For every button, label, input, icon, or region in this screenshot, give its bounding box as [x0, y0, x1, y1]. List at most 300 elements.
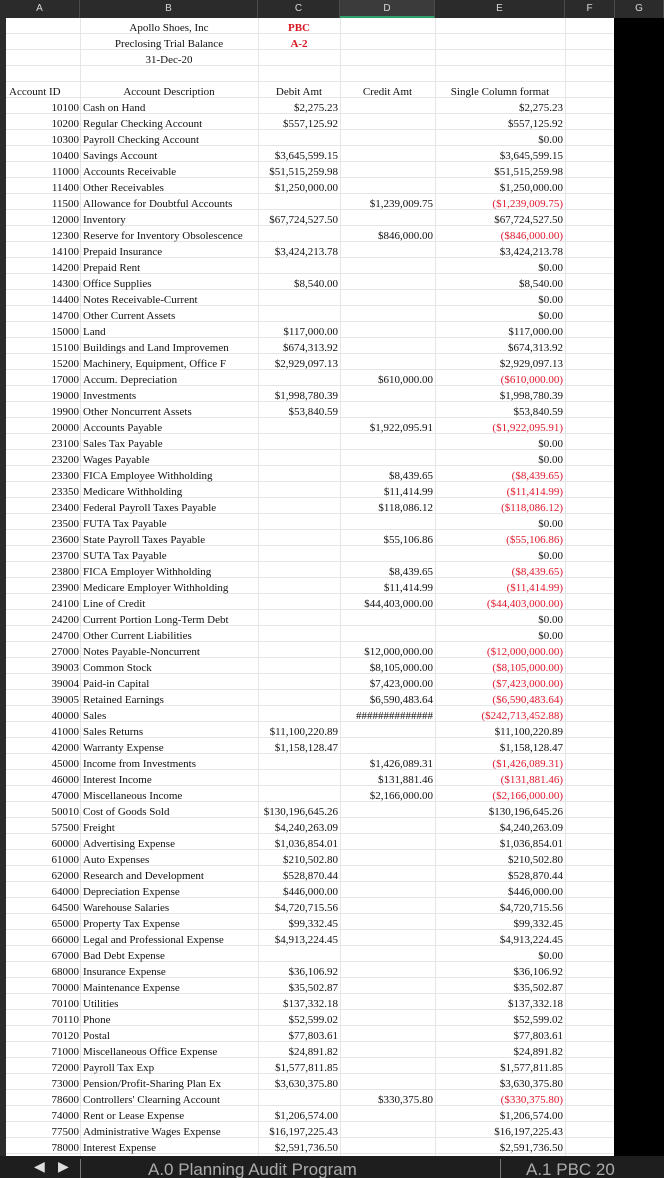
- credit-amount-cell[interactable]: [340, 740, 433, 756]
- account-description-cell[interactable]: Miscellaneous Income: [83, 790, 183, 802]
- single-column-cell[interactable]: $0.00: [538, 550, 563, 562]
- debit-amount-cell[interactable]: $53,840.59: [288, 406, 338, 418]
- account-description-cell[interactable]: Bad Debt Expense: [83, 950, 165, 962]
- single-column-cell[interactable]: $117,000.00: [508, 326, 563, 338]
- single-column-cell[interactable]: $0.00: [538, 950, 563, 962]
- credit-amount-cell[interactable]: $330,375.80: [378, 1094, 433, 1106]
- single-column-cell[interactable]: $137,332.18: [508, 998, 563, 1010]
- credit-amount-cell[interactable]: $1,426,089.31: [369, 758, 433, 770]
- account-description-cell[interactable]: Warranty Expense: [83, 742, 164, 754]
- account-id-cell[interactable]: 72000: [51, 1062, 79, 1074]
- account-id-cell[interactable]: 64500: [51, 902, 79, 914]
- account-description-cell[interactable]: Interest Income: [83, 774, 152, 786]
- debit-amount-cell[interactable]: [258, 692, 338, 708]
- header-single-column[interactable]: Single Column format: [450, 86, 550, 98]
- account-description-cell[interactable]: Sales Tax Payable: [83, 438, 163, 450]
- credit-amount-cell[interactable]: [340, 980, 433, 996]
- account-description-cell[interactable]: Freight: [83, 822, 115, 834]
- account-id-cell[interactable]: 15200: [51, 358, 79, 370]
- account-description-cell[interactable]: Medicare Withholding: [83, 486, 183, 498]
- debit-amount-cell[interactable]: $210,502.80: [283, 854, 338, 866]
- debit-amount-cell[interactable]: [258, 756, 338, 772]
- credit-amount-cell[interactable]: [340, 628, 433, 644]
- single-column-cell[interactable]: ($118,086.12): [501, 502, 563, 514]
- account-id-cell[interactable]: 23700: [51, 550, 79, 562]
- account-id-cell[interactable]: 23350: [51, 486, 79, 498]
- account-description-cell[interactable]: Depreciation Expense: [83, 886, 180, 898]
- credit-amount-cell[interactable]: $131,881.46: [378, 774, 433, 786]
- account-id-cell[interactable]: 23400: [51, 502, 79, 514]
- account-id-cell[interactable]: 19000: [51, 390, 79, 402]
- account-description-cell[interactable]: Current Portion Long-Term Debt: [83, 614, 229, 626]
- account-id-cell[interactable]: 65000: [51, 918, 79, 930]
- next-sheet-icon[interactable]: ▶: [58, 1158, 69, 1174]
- account-id-cell[interactable]: 15000: [51, 326, 79, 338]
- debit-amount-cell[interactable]: $1,998,780.39: [274, 390, 338, 402]
- single-column-cell[interactable]: $8,540.00: [519, 278, 563, 290]
- single-column-cell[interactable]: $53,840.59: [513, 406, 563, 418]
- company-name[interactable]: Apollo Shoes, Inc: [129, 22, 209, 34]
- account-description-cell[interactable]: Insurance Expense: [83, 966, 166, 978]
- account-id-cell[interactable]: 39004: [51, 678, 79, 690]
- single-column-cell[interactable]: $52,599.02: [513, 1014, 563, 1026]
- single-column-cell[interactable]: $36,106.92: [513, 966, 563, 978]
- debit-amount-cell[interactable]: $36,106.92: [288, 966, 338, 978]
- credit-amount-cell[interactable]: $8,439.65: [389, 566, 433, 578]
- account-description-cell[interactable]: Auto Expenses: [83, 854, 150, 866]
- single-column-cell[interactable]: $1,998,780.39: [499, 390, 563, 402]
- account-description-cell[interactable]: Miscellaneous Office Expense: [83, 1046, 218, 1058]
- debit-amount-cell[interactable]: $117,000.00: [283, 326, 338, 338]
- account-description-cell[interactable]: Legal and Professional Expense: [83, 934, 224, 946]
- account-description-cell[interactable]: Pension/Profit-Sharing Plan Ex: [83, 1078, 222, 1090]
- credit-amount-cell[interactable]: $118,086.12: [378, 502, 433, 514]
- account-id-cell[interactable]: 23800: [51, 566, 79, 578]
- credit-amount-cell[interactable]: [340, 548, 433, 564]
- account-description-cell[interactable]: Other Receivables: [83, 182, 164, 194]
- account-id-cell[interactable]: 10100: [51, 102, 79, 114]
- debit-amount-cell[interactable]: $67,724,527.50: [269, 214, 338, 226]
- single-column-cell[interactable]: ($8,439.65): [511, 566, 563, 578]
- single-column-cell[interactable]: $0.00: [538, 134, 563, 146]
- credit-amount-cell[interactable]: [340, 804, 433, 820]
- column-header-d[interactable]: D: [340, 0, 435, 18]
- debit-amount-cell[interactable]: $4,913,224.45: [274, 934, 338, 946]
- single-column-cell[interactable]: ($2,166,000.00): [492, 790, 563, 802]
- debit-amount-cell[interactable]: [258, 644, 338, 660]
- debit-amount-cell[interactable]: [258, 1092, 338, 1108]
- account-description-cell[interactable]: Prepaid Rent: [83, 262, 141, 274]
- account-id-cell[interactable]: 24200: [51, 614, 79, 626]
- credit-amount-cell[interactable]: [340, 932, 433, 948]
- account-id-cell[interactable]: 60000: [51, 838, 79, 850]
- credit-amount-cell[interactable]: [340, 1140, 433, 1156]
- credit-amount-cell[interactable]: [340, 964, 433, 980]
- account-description-cell[interactable]: Regular Checking Account: [83, 118, 203, 130]
- debit-amount-cell[interactable]: [258, 132, 338, 148]
- account-description-cell[interactable]: Utilities: [83, 998, 119, 1010]
- credit-amount-cell[interactable]: [340, 164, 433, 180]
- credit-amount-cell[interactable]: [340, 724, 433, 740]
- account-description-cell[interactable]: FUTA Tax Payable: [83, 518, 167, 530]
- debit-amount-cell[interactable]: $77,803.61: [288, 1030, 338, 1042]
- account-description-cell[interactable]: Reserve for Inventory Obsolescence: [83, 230, 243, 242]
- account-description-cell[interactable]: Accum. Depreciation: [83, 374, 178, 386]
- debit-amount-cell[interactable]: $2,591,736.50: [274, 1142, 338, 1154]
- account-description-cell[interactable]: Notes Receivable-Current: [83, 294, 198, 306]
- debit-amount-cell[interactable]: [258, 772, 338, 788]
- single-column-cell[interactable]: ($55,106.86): [506, 534, 563, 546]
- account-id-cell[interactable]: 46000: [51, 774, 79, 786]
- single-column-cell[interactable]: $1,577,811.85: [500, 1062, 563, 1074]
- credit-amount-cell[interactable]: [340, 180, 433, 196]
- account-id-cell[interactable]: 57500: [51, 822, 79, 834]
- debit-amount-cell[interactable]: [258, 564, 338, 580]
- account-id-cell[interactable]: 19900: [51, 406, 79, 418]
- account-id-cell[interactable]: 12000: [51, 214, 79, 226]
- account-id-cell[interactable]: 11400: [51, 182, 79, 194]
- account-id-cell[interactable]: 15100: [51, 342, 79, 354]
- debit-amount-cell[interactable]: $3,645,599.15: [274, 150, 338, 162]
- credit-amount-cell[interactable]: [340, 948, 433, 964]
- debit-amount-cell[interactable]: $1,036,854.01: [274, 838, 338, 850]
- credit-amount-cell[interactable]: [340, 212, 433, 228]
- credit-amount-cell[interactable]: $1,239,009.75: [369, 198, 433, 210]
- account-description-cell[interactable]: Paid-in Capital: [83, 678, 150, 690]
- debit-amount-cell[interactable]: [258, 452, 338, 468]
- debit-amount-cell[interactable]: $24,891.82: [288, 1046, 338, 1058]
- debit-amount-cell[interactable]: [258, 660, 338, 676]
- credit-amount-cell[interactable]: [340, 356, 433, 372]
- account-id-cell[interactable]: 27000: [51, 646, 79, 658]
- account-description-cell[interactable]: FICA Employer Withholding: [83, 566, 212, 578]
- single-column-cell[interactable]: $16,197,225.43: [494, 1126, 563, 1138]
- single-column-cell[interactable]: $210,502.80: [508, 854, 563, 866]
- single-column-cell[interactable]: $11,100,220.89: [494, 726, 563, 738]
- credit-amount-cell[interactable]: [340, 1012, 433, 1028]
- account-id-cell[interactable]: 64000: [51, 886, 79, 898]
- credit-amount-cell[interactable]: $1,922,095.91: [369, 422, 433, 434]
- debit-amount-cell[interactable]: $2,929,097.13: [274, 358, 338, 370]
- debit-amount-cell[interactable]: $130,196,645.26: [263, 806, 338, 818]
- account-description-cell[interactable]: Payroll Checking Account: [83, 134, 200, 146]
- credit-amount-cell[interactable]: [340, 820, 433, 836]
- single-column-cell[interactable]: ($11,414.99): [506, 582, 563, 594]
- account-description-cell[interactable]: Inventory: [83, 214, 126, 226]
- account-description-cell[interactable]: Controllers' Clearning Account: [83, 1094, 221, 1106]
- account-description-cell[interactable]: Other Noncurrent Assets: [83, 406, 192, 418]
- debit-amount-cell[interactable]: [258, 596, 338, 612]
- credit-amount-cell[interactable]: [340, 308, 433, 324]
- single-column-cell[interactable]: $1,206,574.00: [499, 1110, 563, 1122]
- credit-amount-cell[interactable]: $846,000.00: [378, 230, 433, 242]
- account-description-cell[interactable]: Notes Payable-Noncurrent: [83, 646, 200, 658]
- credit-amount-cell[interactable]: $44,403,000.00: [364, 598, 433, 610]
- debit-amount-cell[interactable]: $99,332.45: [288, 918, 338, 930]
- debit-amount-cell[interactable]: [258, 196, 338, 212]
- single-column-cell[interactable]: $0.00: [538, 438, 563, 450]
- single-column-cell[interactable]: $1,250,000.00: [499, 182, 563, 194]
- single-column-cell[interactable]: $2,591,736.50: [499, 1142, 563, 1154]
- debit-amount-cell[interactable]: [258, 628, 338, 644]
- single-column-cell[interactable]: $674,313.92: [508, 342, 563, 354]
- debit-amount-cell[interactable]: [258, 228, 338, 244]
- single-column-cell[interactable]: $99,332.45: [513, 918, 563, 930]
- credit-amount-cell[interactable]: [340, 1076, 433, 1092]
- debit-amount-cell[interactable]: $3,424,213.78: [274, 246, 338, 258]
- account-id-cell[interactable]: 24700: [51, 630, 79, 642]
- account-id-cell[interactable]: 50010: [51, 806, 79, 818]
- header-account-id[interactable]: Account ID: [9, 86, 61, 98]
- debit-amount-cell[interactable]: $674,313.92: [283, 342, 338, 354]
- debit-amount-cell[interactable]: $1,206,574.00: [274, 1110, 338, 1122]
- debit-amount-cell[interactable]: [258, 532, 338, 548]
- account-description-cell[interactable]: Income from Investments: [83, 758, 197, 770]
- credit-amount-cell[interactable]: [340, 836, 433, 852]
- pbc-label[interactable]: PBC: [288, 22, 310, 34]
- account-description-cell[interactable]: State Payroll Taxes Payable: [83, 534, 206, 546]
- account-id-cell[interactable]: 23900: [51, 582, 79, 594]
- column-header-g[interactable]: G: [615, 0, 664, 18]
- debit-amount-cell[interactable]: $137,332.18: [283, 998, 338, 1010]
- single-column-cell[interactable]: $24,891.82: [513, 1046, 563, 1058]
- credit-amount-cell[interactable]: [340, 996, 433, 1012]
- account-description-cell[interactable]: Prepaid Insurance: [83, 246, 163, 258]
- credit-amount-cell[interactable]: $8,105,000.00: [369, 662, 433, 674]
- account-id-cell[interactable]: 45000: [51, 758, 79, 770]
- account-id-cell[interactable]: 66000: [51, 934, 79, 946]
- account-description-cell[interactable]: Administrative Wages Expense: [83, 1126, 221, 1138]
- account-description-cell[interactable]: Cash on Hand: [83, 102, 146, 114]
- account-description-cell[interactable]: SUTA Tax Payable: [83, 550, 167, 562]
- single-column-cell[interactable]: $0.00: [538, 294, 563, 306]
- column-header-f[interactable]: F: [565, 0, 615, 18]
- account-id-cell[interactable]: 70110: [51, 1014, 79, 1026]
- debit-amount-cell[interactable]: [258, 580, 338, 596]
- credit-amount-cell[interactable]: $12,000,000.00: [364, 646, 433, 658]
- account-id-cell[interactable]: 14400: [51, 294, 79, 306]
- debit-amount-cell[interactable]: [258, 788, 338, 804]
- account-id-cell[interactable]: 10400: [51, 150, 79, 162]
- credit-amount-cell[interactable]: ##############: [356, 710, 433, 722]
- account-id-cell[interactable]: 14200: [51, 262, 79, 274]
- debit-amount-cell[interactable]: [258, 612, 338, 628]
- account-description-cell[interactable]: Warehouse Salaries: [83, 902, 170, 914]
- credit-amount-cell[interactable]: $6,590,483.64: [369, 694, 433, 706]
- account-description-cell[interactable]: Accounts Receivable: [83, 166, 177, 178]
- credit-amount-cell[interactable]: $11,414.99: [383, 582, 433, 594]
- credit-amount-cell[interactable]: [340, 852, 433, 868]
- account-description-cell[interactable]: Medicare Employer Withholding: [83, 582, 229, 594]
- credit-amount-cell[interactable]: [340, 1124, 433, 1140]
- debit-amount-cell[interactable]: [258, 500, 338, 516]
- debit-amount-cell[interactable]: [258, 708, 338, 724]
- account-id-cell[interactable]: 40000: [51, 710, 79, 722]
- account-id-cell[interactable]: 41000: [51, 726, 79, 738]
- account-id-cell[interactable]: 23100: [51, 438, 79, 450]
- single-column-cell[interactable]: $67,724,527.50: [494, 214, 563, 226]
- credit-amount-cell[interactable]: [340, 324, 433, 340]
- single-column-cell[interactable]: ($8,439.65): [511, 470, 563, 482]
- single-column-cell[interactable]: $4,240,263.09: [499, 822, 563, 834]
- account-description-cell[interactable]: Rent or Lease Expense: [83, 1110, 185, 1122]
- account-id-cell[interactable]: 10300: [51, 134, 79, 146]
- debit-amount-cell[interactable]: [258, 420, 338, 436]
- debit-amount-cell[interactable]: [258, 260, 338, 276]
- single-column-cell[interactable]: $2,275.23: [519, 102, 563, 114]
- account-id-cell[interactable]: 23300: [51, 470, 79, 482]
- header-credit-amt[interactable]: Credit Amt: [362, 86, 413, 98]
- single-column-cell[interactable]: ($6,590,483.64): [492, 694, 563, 706]
- single-column-cell[interactable]: ($610,000.00): [500, 374, 563, 386]
- credit-amount-cell[interactable]: [340, 340, 433, 356]
- account-id-cell[interactable]: 12300: [51, 230, 79, 242]
- debit-amount-cell[interactable]: [258, 308, 338, 324]
- single-column-cell[interactable]: $3,645,599.15: [499, 150, 563, 162]
- account-id-cell[interactable]: 70100: [51, 998, 79, 1010]
- debit-amount-cell[interactable]: $51,515,259.98: [269, 166, 338, 178]
- credit-amount-cell[interactable]: [340, 116, 433, 132]
- account-description-cell[interactable]: Research and Development: [83, 870, 204, 882]
- account-description-cell[interactable]: Payroll Tax Exp: [83, 1062, 155, 1074]
- debit-amount-cell[interactable]: $446,000.00: [283, 886, 338, 898]
- single-column-cell[interactable]: $0.00: [538, 262, 563, 274]
- header-account-description[interactable]: Account Description: [123, 86, 215, 98]
- column-header-c[interactable]: C: [258, 0, 340, 18]
- single-column-cell[interactable]: ($44,403,000.00): [486, 598, 563, 610]
- account-description-cell[interactable]: Interest Expense: [83, 1142, 156, 1154]
- single-column-cell[interactable]: ($330,375.80): [500, 1094, 563, 1106]
- single-column-cell[interactable]: ($12,000,000.00): [486, 646, 563, 658]
- account-id-cell[interactable]: 67000: [51, 950, 79, 962]
- debit-amount-cell[interactable]: $8,540.00: [294, 278, 338, 290]
- debit-amount-cell[interactable]: $1,250,000.00: [274, 182, 338, 194]
- debit-amount-cell[interactable]: $11,100,220.89: [269, 726, 338, 738]
- debit-amount-cell[interactable]: [258, 548, 338, 564]
- credit-amount-cell[interactable]: [340, 1060, 433, 1076]
- sheet-tab-planning-audit-program[interactable]: A.0 Planning Audit Program: [148, 1160, 357, 1178]
- single-column-cell[interactable]: ($11,414.99): [506, 486, 563, 498]
- single-column-cell[interactable]: $0.00: [538, 310, 563, 322]
- account-id-cell[interactable]: 47000: [51, 790, 79, 802]
- credit-amount-cell[interactable]: [340, 900, 433, 916]
- single-column-cell[interactable]: ($242,713,452.88): [481, 710, 563, 722]
- single-column-cell[interactable]: $4,720,715.56: [499, 902, 563, 914]
- account-description-cell[interactable]: Wages Payable: [83, 454, 150, 466]
- debit-amount-cell[interactable]: [258, 292, 338, 308]
- account-id-cell[interactable]: 77500: [51, 1126, 79, 1138]
- account-id-cell[interactable]: 24100: [51, 598, 79, 610]
- account-description-cell[interactable]: Machinery, Equipment, Office F: [83, 358, 226, 370]
- single-column-cell[interactable]: $4,913,224.45: [499, 934, 563, 946]
- column-header-a[interactable]: A: [0, 0, 80, 18]
- account-id-cell[interactable]: 23200: [51, 454, 79, 466]
- debit-amount-cell[interactable]: [258, 372, 338, 388]
- single-column-cell[interactable]: $0.00: [538, 454, 563, 466]
- single-column-cell[interactable]: $35,502.87: [513, 982, 563, 994]
- single-column-cell[interactable]: $557,125.92: [508, 118, 563, 130]
- single-column-cell[interactable]: $0.00: [538, 630, 563, 642]
- account-id-cell[interactable]: 68000: [51, 966, 79, 978]
- credit-amount-cell[interactable]: [340, 148, 433, 164]
- prev-sheet-icon[interactable]: ◀: [34, 1158, 45, 1174]
- account-description-cell[interactable]: Common Stock: [83, 662, 152, 674]
- debit-amount-cell[interactable]: $35,502.87: [288, 982, 338, 994]
- account-id-cell[interactable]: 78600: [51, 1094, 79, 1106]
- credit-amount-cell[interactable]: $7,423,000.00: [369, 678, 433, 690]
- account-id-cell[interactable]: 14100: [51, 246, 79, 258]
- header-debit-amt[interactable]: Debit Amt: [275, 86, 323, 98]
- single-column-cell[interactable]: $0.00: [538, 614, 563, 626]
- account-description-cell[interactable]: Postal: [83, 1030, 110, 1042]
- account-description-cell[interactable]: Buildings and Land Improvemen: [83, 342, 229, 354]
- single-column-cell[interactable]: ($1,922,095.91): [492, 422, 563, 434]
- account-description-cell[interactable]: Savings Account: [83, 150, 158, 162]
- account-id-cell[interactable]: 17000: [51, 374, 79, 386]
- account-description-cell[interactable]: Sales: [83, 710, 107, 722]
- account-description-cell[interactable]: Sales Returns: [83, 726, 144, 738]
- credit-amount-cell[interactable]: [340, 404, 433, 420]
- spreadsheet-grid[interactable]: [6, 18, 614, 1156]
- account-id-cell[interactable]: 42000: [51, 742, 79, 754]
- single-column-cell[interactable]: $1,036,854.01: [499, 838, 563, 850]
- single-column-cell[interactable]: $3,630,375.80: [499, 1078, 563, 1090]
- account-id-cell[interactable]: 61000: [51, 854, 79, 866]
- account-id-cell[interactable]: 11500: [51, 198, 79, 210]
- single-column-cell[interactable]: $1,158,128.47: [499, 742, 563, 754]
- debit-amount-cell[interactable]: [258, 676, 338, 692]
- column-header-b[interactable]: B: [80, 0, 258, 18]
- credit-amount-cell[interactable]: [340, 388, 433, 404]
- debit-amount-cell[interactable]: $3,630,375.80: [274, 1078, 338, 1090]
- account-description-cell[interactable]: Other Current Liabilities: [83, 630, 192, 642]
- single-column-cell[interactable]: $2,929,097.13: [499, 358, 563, 370]
- account-id-cell[interactable]: 11000: [51, 166, 79, 178]
- account-description-cell[interactable]: Cost of Goods Sold: [83, 806, 170, 818]
- account-id-cell[interactable]: 39005: [51, 694, 79, 706]
- single-column-cell[interactable]: ($1,426,089.31): [492, 758, 563, 770]
- credit-amount-cell[interactable]: [340, 516, 433, 532]
- debit-amount-cell[interactable]: [258, 948, 338, 964]
- account-id-cell[interactable]: 74000: [51, 1110, 79, 1122]
- credit-amount-cell[interactable]: [340, 1028, 433, 1044]
- account-id-cell[interactable]: 20000: [51, 422, 79, 434]
- credit-amount-cell[interactable]: [340, 868, 433, 884]
- account-id-cell[interactable]: 78000: [51, 1142, 79, 1154]
- sheet-tab-pbc[interactable]: A.1 PBC 20: [526, 1160, 615, 1178]
- column-header-e[interactable]: E: [435, 0, 565, 18]
- debit-amount-cell[interactable]: $4,720,715.56: [274, 902, 338, 914]
- account-id-cell[interactable]: 62000: [51, 870, 79, 882]
- reference-label[interactable]: A-2: [290, 38, 308, 50]
- empty-sheet-area[interactable]: [614, 18, 664, 1156]
- account-id-cell[interactable]: 10200: [51, 118, 79, 130]
- single-column-cell[interactable]: ($7,423,000.00): [492, 678, 563, 690]
- single-column-cell[interactable]: $77,803.61: [513, 1030, 563, 1042]
- account-description-cell[interactable]: Other Current Assets: [83, 310, 176, 322]
- credit-amount-cell[interactable]: $11,414.99: [383, 486, 433, 498]
- account-description-cell[interactable]: Property Tax Expense: [83, 918, 180, 930]
- account-description-cell[interactable]: Advertising Expense: [83, 838, 175, 850]
- credit-amount-cell[interactable]: $610,000.00: [378, 374, 433, 386]
- debit-amount-cell[interactable]: [258, 436, 338, 452]
- report-title[interactable]: Preclosing Trial Balance: [114, 38, 224, 50]
- debit-amount-cell[interactable]: [258, 516, 338, 532]
- debit-amount-cell[interactable]: $557,125.92: [283, 118, 338, 130]
- account-description-cell[interactable]: Land: [83, 326, 106, 338]
- credit-amount-cell[interactable]: [340, 260, 433, 276]
- account-description-cell[interactable]: FICA Employee Withholding: [83, 470, 213, 482]
